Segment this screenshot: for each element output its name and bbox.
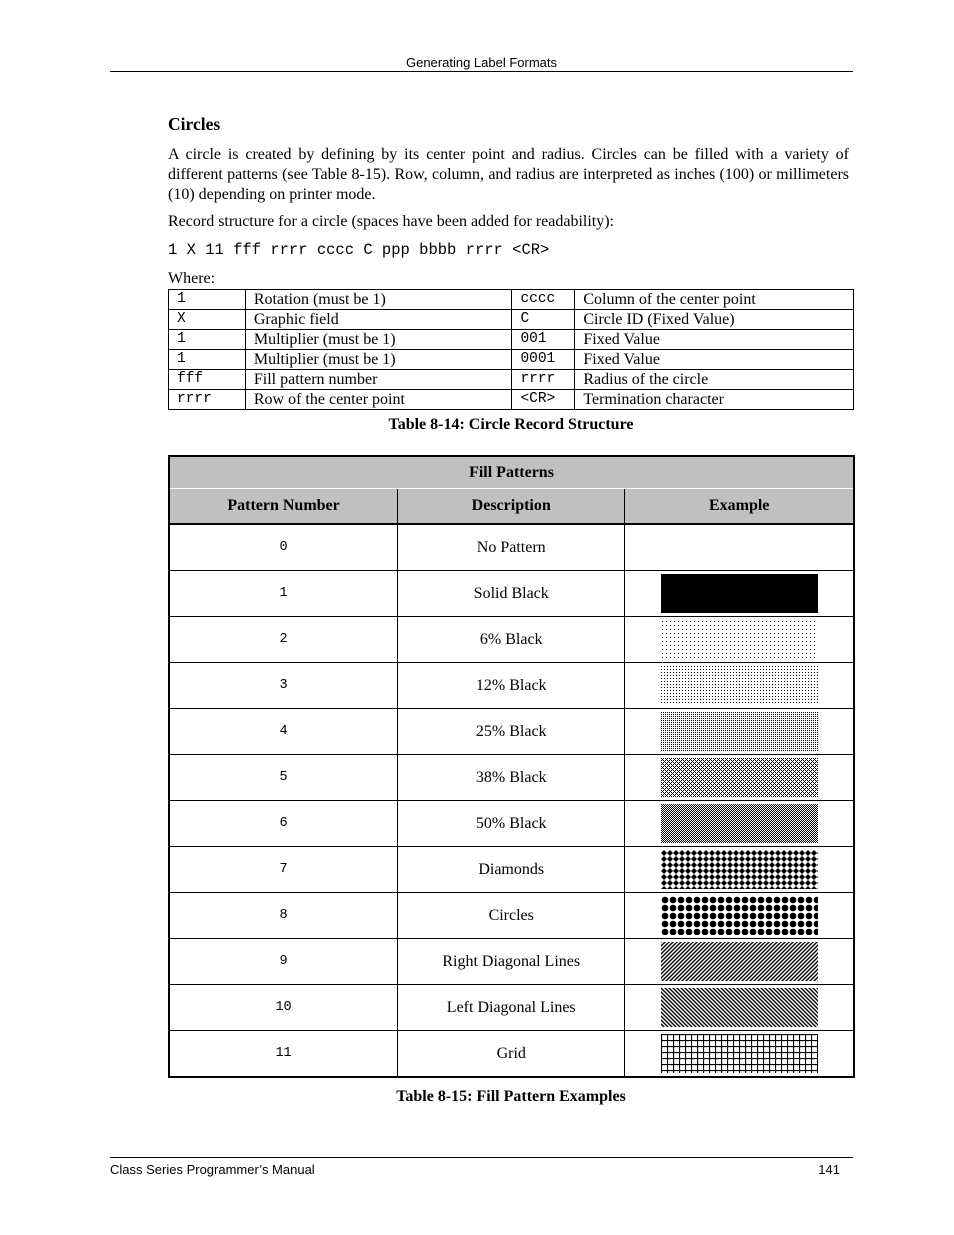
pattern-number: 11 — [169, 1031, 398, 1078]
fill-table-title: Fill Patterns — [169, 456, 854, 489]
pattern-number: 3 — [169, 663, 398, 709]
fill-pattern-row — [169, 1031, 854, 1078]
header-divider — [110, 71, 853, 72]
intro-paragraph: A circle is created by defining by its center point and radius. Circles can be filled with a variety of different patterns (see Table 8-15). Row, column, and radius are interpreted as inches (100) or millimeters (10) depending on printer mode. — [168, 146, 849, 203]
column-header-pattern-number: Pattern Number — [169, 489, 398, 525]
section-heading: Circles — [168, 114, 221, 134]
pattern-example — [625, 617, 854, 663]
pattern-number: 2 — [169, 617, 398, 663]
field-code: rrrr — [169, 390, 246, 410]
record-syntax: 1 X 11 fff rrrr cccc C ppp bbbb rrrr <CR> — [168, 241, 550, 259]
record-structure-paragraph: Record structure for a circle (spaces have been added for readability): — [168, 213, 614, 230]
field-code: 001 — [512, 330, 575, 350]
pattern-swatch-dots-6 — [661, 620, 818, 659]
field-code: X — [169, 310, 246, 330]
pattern-description: 6% Black — [398, 617, 625, 663]
pattern-swatch-dots-50 — [661, 804, 818, 843]
pattern-swatch-right-diagonal — [661, 942, 818, 981]
fill-pattern-row — [169, 524, 854, 571]
pattern-example — [625, 663, 854, 709]
fill-pattern-row — [169, 985, 854, 1031]
pattern-swatch-dots-25 — [661, 712, 818, 751]
record-row — [169, 290, 854, 310]
pattern-number: 4 — [169, 709, 398, 755]
running-header: Generating Label Formats — [405, 55, 558, 70]
pattern-number: 7 — [169, 847, 398, 893]
where-label: Where: — [168, 270, 216, 287]
pattern-description: Circles — [398, 893, 625, 939]
record-row — [169, 310, 854, 330]
pattern-description: Diamonds — [398, 847, 625, 893]
fill-pattern-row — [169, 847, 854, 893]
pattern-description: 25% Black — [398, 709, 625, 755]
pattern-example — [625, 985, 854, 1031]
record-row — [169, 370, 854, 390]
field-description: Rotation (must be 1) — [245, 290, 512, 310]
table-caption-8-14: Table 8-14: Circle Record Structure — [388, 416, 634, 433]
record-row — [169, 330, 854, 350]
pattern-description: Left Diagonal Lines — [398, 985, 625, 1031]
record-row — [169, 350, 854, 370]
field-description: Termination character — [575, 390, 854, 410]
column-header-example: Example — [625, 489, 854, 525]
column-header-description: Description — [398, 489, 625, 525]
pattern-description: Solid Black — [398, 571, 625, 617]
fill-pattern-row — [169, 755, 854, 801]
field-description: Fill pattern number — [245, 370, 512, 390]
pattern-example — [625, 939, 854, 985]
field-code: 1 — [169, 290, 246, 310]
pattern-example — [625, 755, 854, 801]
pattern-number: 5 — [169, 755, 398, 801]
table-caption-8-15: Table 8-15: Fill Pattern Examples — [396, 1088, 626, 1105]
pattern-description: No Pattern — [398, 524, 625, 571]
pattern-description: 38% Black — [398, 755, 625, 801]
pattern-swatch-grid — [661, 1034, 818, 1073]
pattern-description: 50% Black — [398, 801, 625, 847]
field-description: Fixed Value — [575, 330, 854, 350]
pattern-example — [625, 801, 854, 847]
pattern-example — [625, 571, 854, 617]
pattern-number: 10 — [169, 985, 398, 1031]
pattern-description: 12% Black — [398, 663, 625, 709]
pattern-description: Right Diagonal Lines — [398, 939, 625, 985]
footer-divider — [110, 1157, 853, 1158]
field-description: Fixed Value — [575, 350, 854, 370]
pattern-swatch-circles — [661, 896, 818, 935]
field-code: 1 — [169, 350, 246, 370]
field-code: 0001 — [512, 350, 575, 370]
pattern-number: 8 — [169, 893, 398, 939]
field-description: Multiplier (must be 1) — [245, 330, 512, 350]
fill-pattern-row — [169, 617, 854, 663]
fill-pattern-row — [169, 709, 854, 755]
pattern-example — [625, 524, 854, 571]
fill-pattern-row — [169, 939, 854, 985]
pattern-swatch-left-diagonal — [661, 988, 818, 1027]
fill-pattern-row — [169, 893, 854, 939]
pattern-number: 6 — [169, 801, 398, 847]
footer-manual-title: Class Series Programmer’s Manual — [110, 1162, 315, 1177]
field-description: Circle ID (Fixed Value) — [575, 310, 854, 330]
fill-pattern-row — [169, 663, 854, 709]
field-code: rrrr — [512, 370, 575, 390]
pattern-swatch-dots-38 — [661, 758, 818, 797]
circle-record-table — [168, 289, 854, 410]
fill-pattern-row — [169, 801, 854, 847]
fill-pattern-row — [169, 571, 854, 617]
fill-patterns-table — [168, 455, 855, 1078]
field-description: Column of the center point — [575, 290, 854, 310]
field-description: Radius of the circle — [575, 370, 854, 390]
field-code: <CR> — [512, 390, 575, 410]
pattern-example — [625, 709, 854, 755]
page-number: 141 — [818, 1162, 840, 1177]
pattern-swatch-dots-12 — [661, 666, 818, 705]
field-code: C — [512, 310, 575, 330]
pattern-number: 1 — [169, 571, 398, 617]
pattern-example — [625, 847, 854, 893]
field-description: Graphic field — [245, 310, 512, 330]
record-row — [169, 390, 854, 410]
pattern-number: 9 — [169, 939, 398, 985]
pattern-example — [625, 893, 854, 939]
pattern-description: Grid — [398, 1031, 625, 1078]
field-description: Row of the center point — [245, 390, 512, 410]
pattern-example — [625, 1031, 854, 1078]
pattern-number: 0 — [169, 524, 398, 571]
field-code: cccc — [512, 290, 575, 310]
pattern-swatch-diamonds — [661, 850, 818, 889]
field-code: fff — [169, 370, 246, 390]
field-description: Multiplier (must be 1) — [245, 350, 512, 370]
pattern-swatch-solid — [661, 574, 818, 613]
field-code: 1 — [169, 330, 246, 350]
